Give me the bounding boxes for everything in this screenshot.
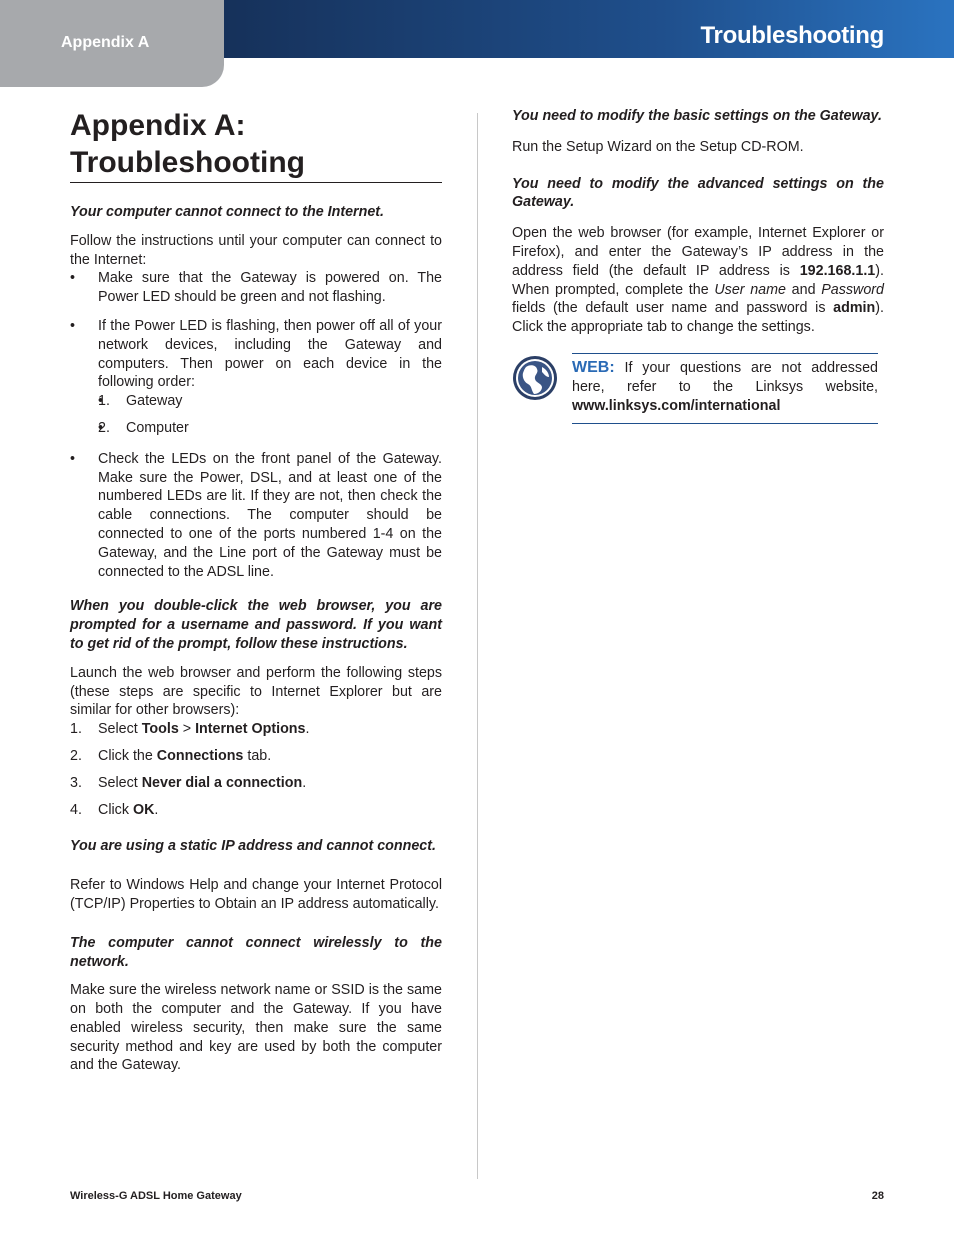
paragraph: Make sure the wireless network name or SSID is the same on both the computer and the Gateway. If you have enabled wireless security, then make sure the same security method and key are used by both the computer and the Gateway. <box>70 982 442 1074</box>
chapter-title: Troubleshooting <box>700 22 884 49</box>
item-text: Gateway <box>126 393 183 410</box>
step-text: Click <box>98 801 133 818</box>
step-item <box>70 801 442 820</box>
section-tab-label: Appendix A <box>61 34 150 51</box>
step-text: . <box>305 721 310 738</box>
page-title-line2: Troubleshooting <box>70 146 305 179</box>
item-number: • 2. <box>98 419 110 436</box>
paragraph: Refer to Windows Help and change your Internet Protocol (TCP/IP) Properties to Obtain an IP address automatically. <box>70 877 442 912</box>
left-column <box>70 107 442 1075</box>
step-bold: Internet Options <box>195 721 306 738</box>
step-item <box>70 720 442 739</box>
question-heading: You are using a static IP address and cannot connect. <box>70 838 436 855</box>
step-text: Select <box>98 721 142 738</box>
question-heading: Your computer cannot connect to the Internet. <box>70 204 385 220</box>
question-heading: When you double-click the web browser, you are prompted for a username and password. If you want to get rid of the prompt, follow these instructions. <box>70 598 442 652</box>
step-item <box>70 774 442 793</box>
item-number: 2. <box>70 747 82 764</box>
text-run: Open the web browser (for example, Internet Explorer or Firefox), and enter the Gateway’s IP address in the address field (the default IP address is <box>512 225 884 279</box>
column-divider <box>477 113 478 1179</box>
web-label: WEB: <box>572 358 615 376</box>
sublist-item <box>98 419 442 438</box>
bullet-list <box>70 269 442 581</box>
item-number: 1. <box>70 721 82 738</box>
numbered-steps <box>70 720 442 819</box>
sublist-item <box>98 392 442 411</box>
footer-page-number: 28 <box>871 1190 884 1202</box>
step-text: . <box>154 801 159 818</box>
paragraph: Run the Setup Wizard on the Setup CD-ROM. <box>512 138 804 155</box>
step-text: . <box>302 774 307 791</box>
paragraph <box>512 224 884 337</box>
paragraph: Launch the web browser and perform the following steps (these steps are specific to Internet Explorer but are similar for other browsers): <box>70 664 442 719</box>
step-bold: Connections <box>156 747 244 764</box>
item-text: Computer <box>126 419 189 436</box>
text-run: fields (the default user name and password is <box>512 300 834 317</box>
field-name: Password <box>821 281 884 298</box>
page-title-line1: Appendix A: <box>70 109 246 142</box>
text-run: ). When prompted, complete the <box>512 262 884 298</box>
paragraph: Follow the instructions until your computer can connect to the Internet: <box>70 232 442 268</box>
text-run: ). Click the appropriate tab to change the settings. <box>512 300 884 336</box>
step-item <box>70 747 442 766</box>
web-note-text <box>572 353 878 424</box>
step-bold: Never dial a connection <box>141 774 303 791</box>
globe-icon <box>512 355 558 401</box>
default-ip: 192.168.1.1 <box>799 262 876 279</box>
right-column <box>512 107 884 425</box>
question-heading: The computer cannot connect wirelessly to the network. <box>70 934 442 970</box>
step-text: > <box>178 721 196 738</box>
text-run: and <box>785 281 822 298</box>
step-bold: Tools <box>141 721 179 738</box>
web-note <box>512 353 884 425</box>
step-bold: OK <box>132 801 155 818</box>
item-number: 3. <box>70 774 82 791</box>
bullet-item <box>70 317 442 438</box>
numbered-sublist <box>98 392 442 438</box>
step-text: Click the <box>98 747 157 764</box>
question-heading: You need to modify the basic settings on the Gateway. <box>512 108 882 124</box>
step-text: Select <box>98 774 142 791</box>
linksys-url[interactable]: www.linksys.com/international <box>572 397 781 414</box>
question-heading: You need to modify the advanced settings on the Gateway. <box>512 175 884 211</box>
bullet-text: If the Power LED is flashing, then power off all of your network devices, including the Gateway and computers. Then power on each device in the following order: <box>98 317 442 391</box>
note-text: If your questions are not addressed here, refer to the Linksys website, <box>572 359 878 395</box>
section-tab <box>0 0 224 87</box>
item-number: • 1. <box>98 393 110 410</box>
chapter-banner <box>224 0 954 58</box>
item-number: 4. <box>70 801 82 818</box>
bullet-item: • Check the LEDs on the front panel of the Gateway. Make sure the Power, DSL, and at least one of the numbered LEDs are lit. If they are not, then check the cable connections. The computer should be connected to one of the ports numbered 1-4 on the Gateway, and the Line port of the Gateway must be connected to the ADSL line. <box>70 450 442 582</box>
footer-product: Wireless-G ADSL Home Gateway <box>70 1190 242 1202</box>
page-title <box>70 107 442 183</box>
step-text: tab. <box>243 747 272 764</box>
bullet-item: • Make sure that the Gateway is powered on. The Power LED should be green and not flashing. <box>70 269 442 307</box>
default-credential: admin <box>833 300 876 317</box>
field-name: User name <box>714 281 786 298</box>
